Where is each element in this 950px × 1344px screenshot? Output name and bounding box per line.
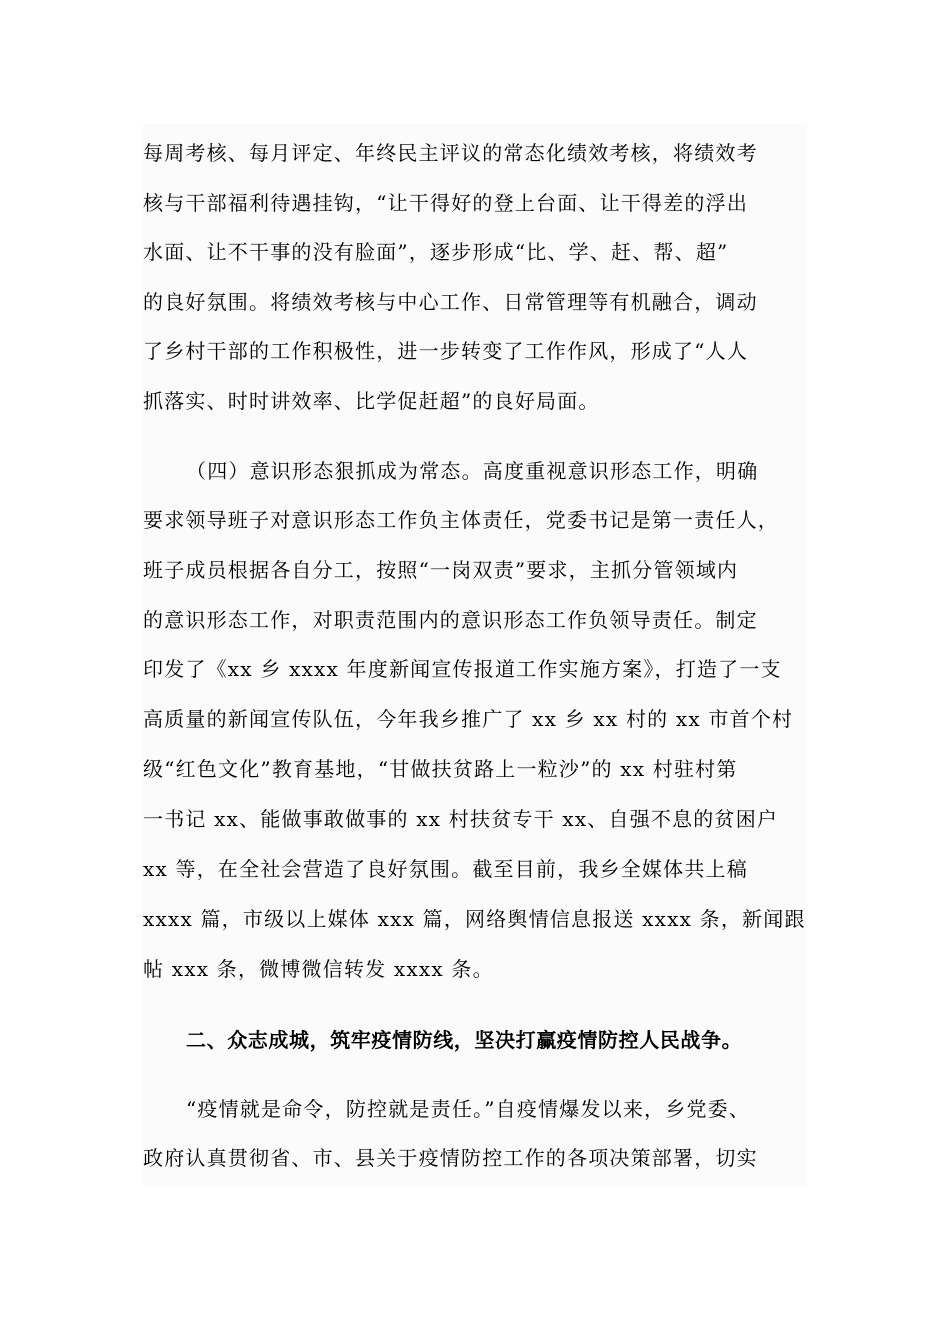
paragraph-line: 的良好氛围。将绩效考核与中心工作、日常管理等有机融合，调动 bbox=[143, 290, 758, 314]
paragraph-line: 抓落实、时时讲效率、比学促赶超”的良好局面。 bbox=[143, 389, 600, 413]
paragraph-line: 核与干部福利待遇挂钩，“让干得好的登上台面、让干得差的浮出 bbox=[143, 191, 749, 215]
section-heading: 二、众志成城，筑牢疫情防线，坚决打赢疫情防控人民战争。 bbox=[186, 1028, 743, 1052]
paragraph-line: xx 等，在全社会营造了良好氛围。截至目前，我乡全媒体共上稿 bbox=[143, 857, 748, 881]
paragraph-line: 每周考核、每月评定、年终民主评议的常态化绩效考核，将绩效考 bbox=[143, 141, 758, 165]
paragraph-line: 帖 xxx 条，微博微信转发 xxxx 条。 bbox=[143, 957, 494, 981]
paragraph-line: 要求领导班子对意识形态工作负主体责任，党委书记是第一责任人， bbox=[143, 508, 779, 532]
paragraph-line: 印发了《xx 乡 xxxx 年度新闻宣传报道工作实施方案》，打造了一支 bbox=[143, 657, 782, 681]
paragraph-line: 的意识形态工作，对职责范围内的意识形态工作负领导责任。制定 bbox=[143, 608, 758, 632]
paragraph-line: xxxx 篇，市级以上媒体 xxx 篇，网络舆情信息报送 xxxx 条，新闻跟 bbox=[143, 907, 806, 931]
paragraph-line: 水面、让不干事的没有脸面”，逐步形成“比、学、赶、帮、超” bbox=[143, 240, 729, 264]
document-body bbox=[143, 124, 807, 1186]
paragraph-line: 政府认真贯彻省、市、县关于疫情防控工作的各项决策部署，切实 bbox=[143, 1146, 758, 1170]
paragraph-line: 级“红色文化”教育基地，“甘做扶贫路上一粒沙”的 xx 村驻村第 bbox=[143, 757, 738, 781]
paragraph-line: 一书记 xx、能做事敢做事的 xx 村扶贫专干 xx、自强不息的贫困户 bbox=[143, 807, 779, 831]
paragraph-line: “疫情就是命令，防控就是责任。”自疫情爆发以来，乡党委、 bbox=[186, 1097, 751, 1121]
paragraph-line: 高质量的新闻宣传队伍，今年我乡推广了 xx 乡 xx 村的 xx 市首个村 bbox=[143, 707, 794, 731]
paragraph-line: 了乡村干部的工作积极性，进一步转变了工作作风，形成了“人人 bbox=[143, 339, 749, 363]
paragraph-line: （四）意识形态狠抓成为常态。高度重视意识形态工作，明确 bbox=[186, 459, 759, 483]
paragraph-line: 班子成员根据各自分工，按照“一岗双责”要求，主抓分管领域内 bbox=[143, 558, 739, 582]
